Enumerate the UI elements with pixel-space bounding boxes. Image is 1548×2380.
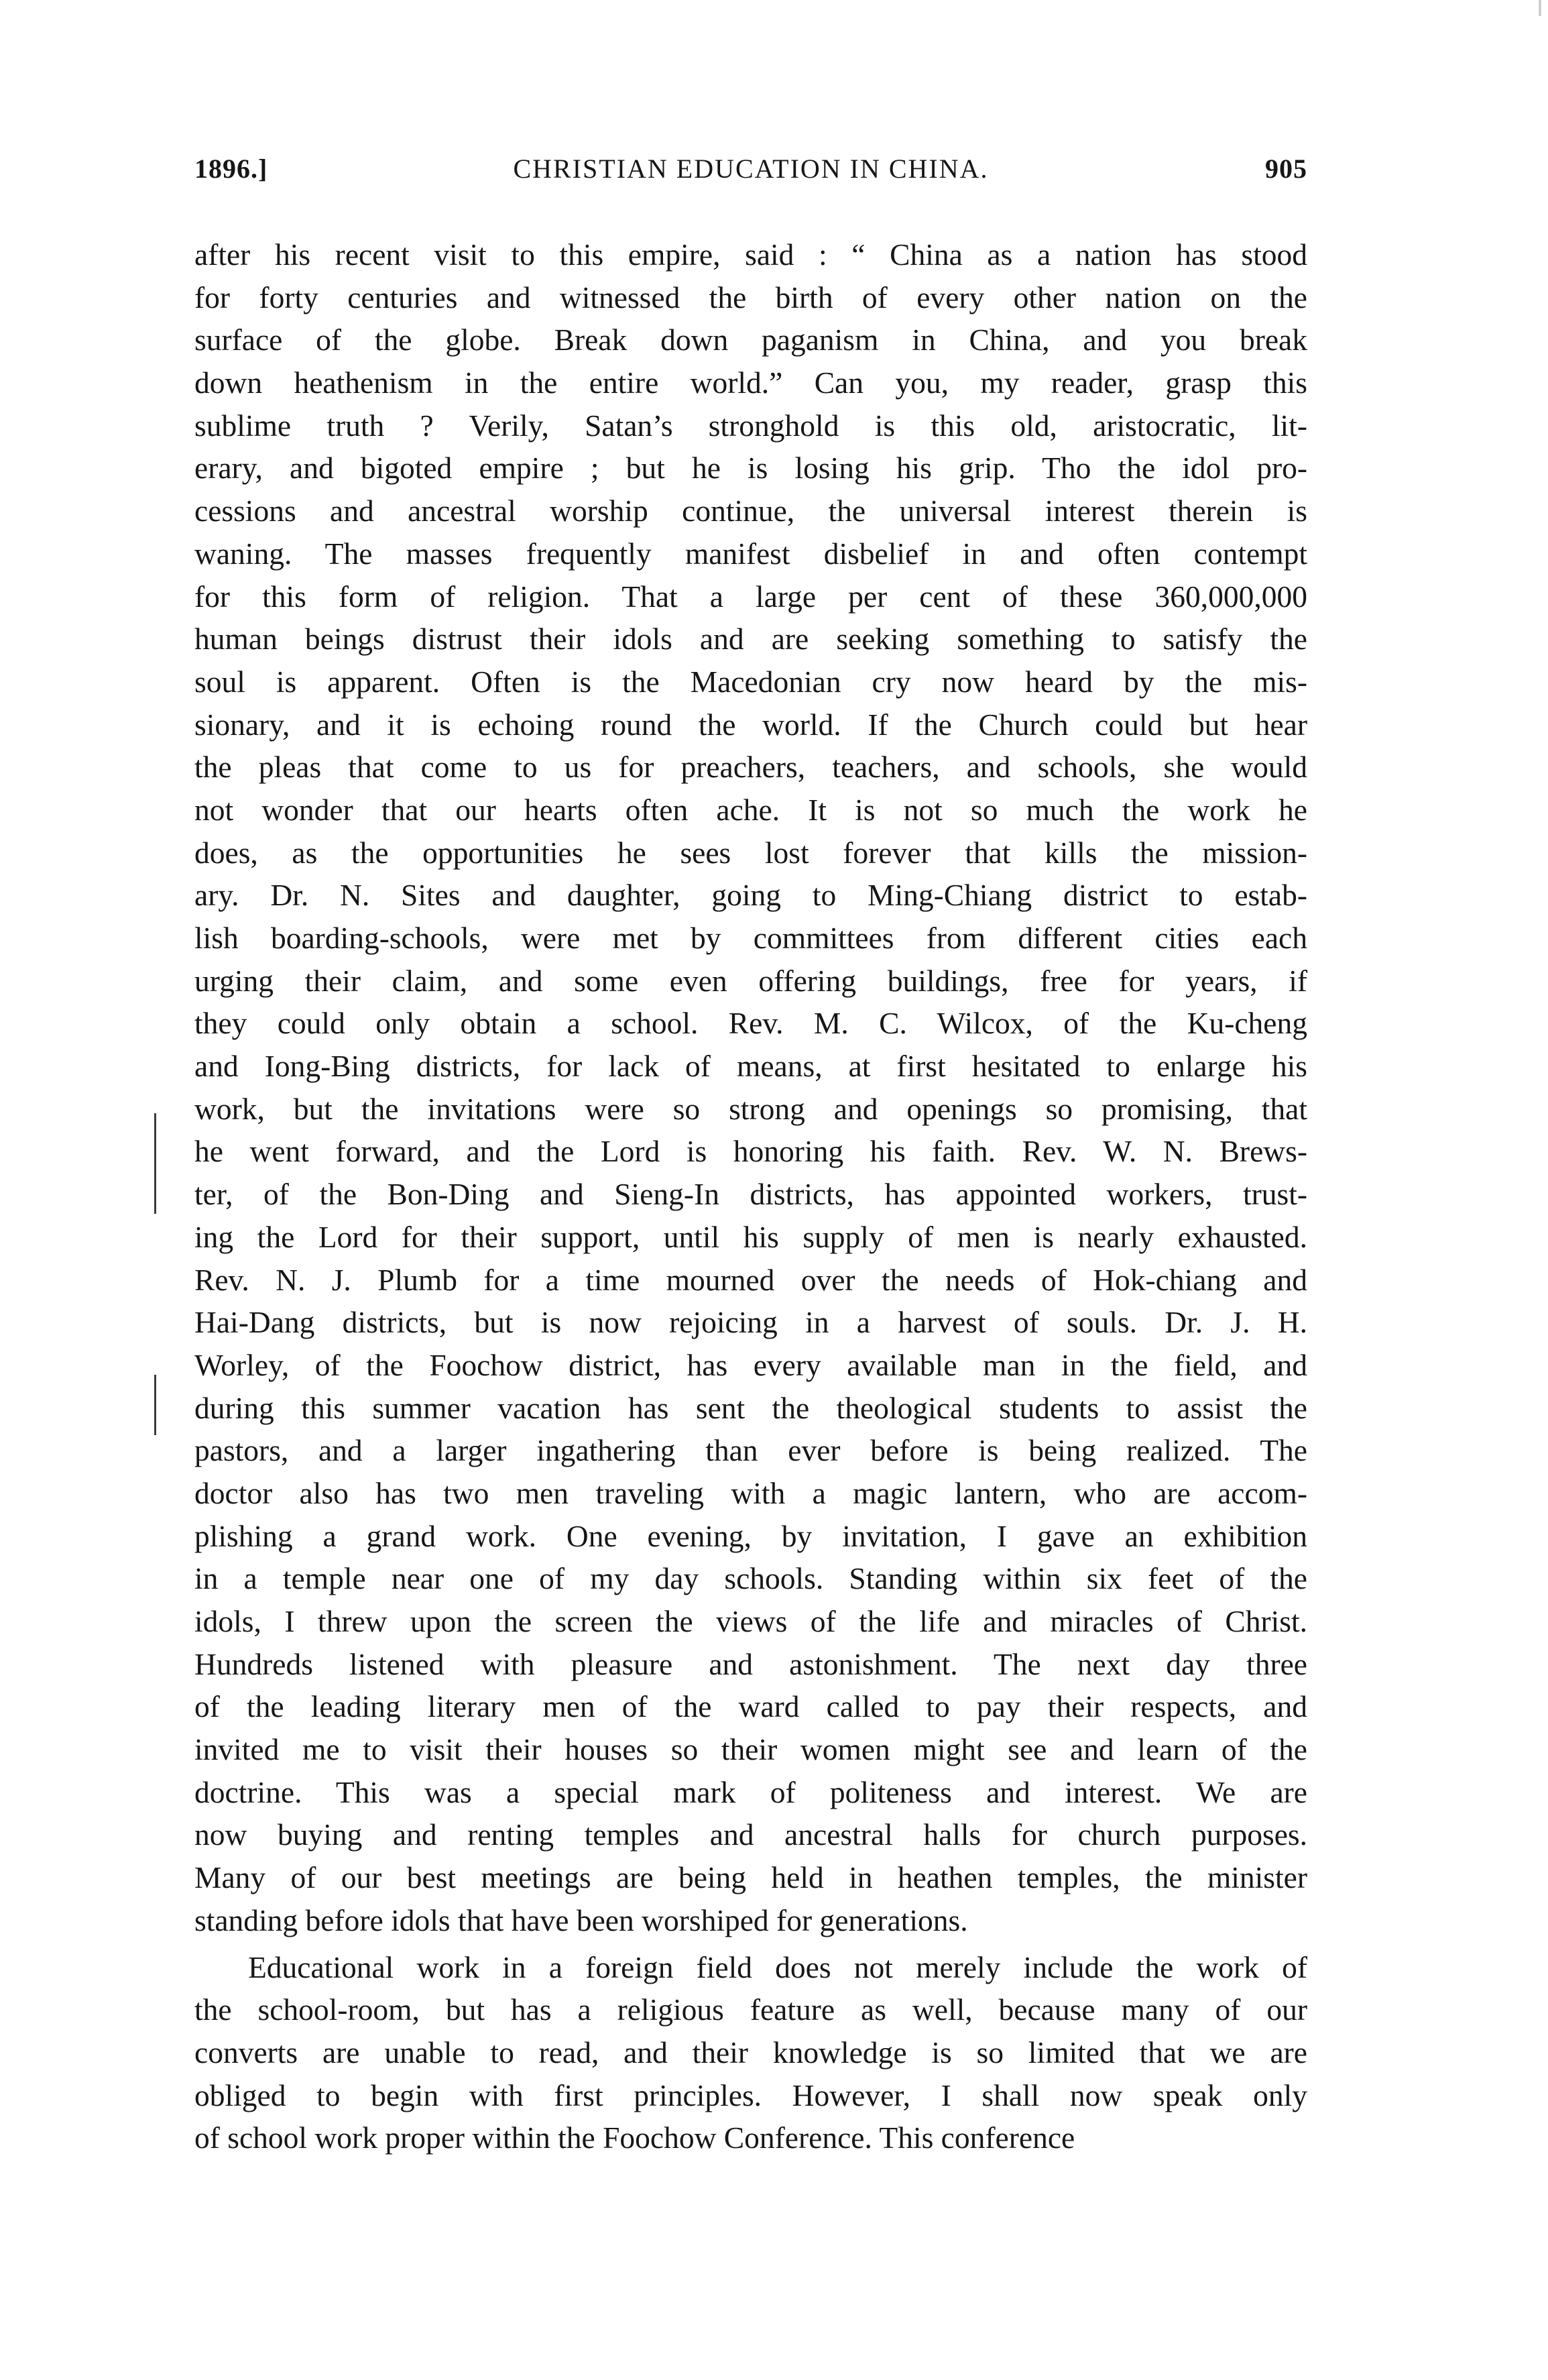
margin-scan-mark (154, 1375, 156, 1435)
text-line: sublime truth ? Verily, Satan’s stronghold is this old, aristocratic, lit- (194, 408, 1307, 443)
text-line: during this summer vacation has sent the theological students to assist the (194, 1390, 1307, 1425)
text-line: pastors, and a larger ingathering than ever before is being realized. The (194, 1433, 1307, 1468)
text-line: invited me to visit their houses so their women might see and learn of the (194, 1732, 1307, 1767)
text-line: not wonder that our hearts often ache. It is not so much the work he (194, 792, 1307, 827)
text-line: they could only obtain a school. Rev. M. C. Wilcox, of the Ku-cheng (194, 1006, 1307, 1041)
text-line: Rev. N. J. Plumb for a time mourned over the needs of Hok-chiang and (194, 1262, 1307, 1297)
paragraph (194, 1946, 1307, 2159)
text-line: down heathenism in the entire world.” Can you, my reader, grasp this (194, 365, 1307, 400)
text-line: of the leading literary men of the ward called to pay their respects, and (194, 1689, 1307, 1724)
text-line: work, but the invitations were so strong and openings so promising, that (194, 1091, 1307, 1126)
text-line: human beings distrust their idols and are seeking something to satisfy the (194, 622, 1307, 657)
margin-scan-mark (154, 1113, 156, 1214)
header-title: CHRISTIAN EDUCATION IN CHINA. (513, 154, 989, 184)
text-line: now buying and renting temples and ancestral halls for church purposes. (194, 1817, 1307, 1852)
text-line: ary. Dr. N. Sites and daughter, going to Ming-Chiang district to estab- (194, 878, 1307, 913)
text-line: of school work proper within the Foochow Conference. This conference (194, 2120, 1075, 2155)
text-line: does, as the opportunities he sees lost forever that kills the mission- (194, 835, 1307, 870)
text-line: and Iong-Bing districts, for lack of means, at first hesitated to enlarge his (194, 1049, 1307, 1084)
text-line: urging their claim, and some even offering buildings, free for years, if (194, 963, 1307, 998)
text-line: lish boarding-schools, were met by committees from different cities each (194, 921, 1307, 955)
text-line: Hai-Dang districts, but is now rejoicing in a harvest of souls. Dr. J. H. (194, 1305, 1307, 1340)
text-line: surface of the globe. Break down paganism in China, and you break (194, 323, 1307, 357)
text-line: after his recent visit to this empire, said : “ China as a nation has stood (194, 237, 1307, 272)
body-text (194, 233, 1307, 2159)
text-line: plishing a grand work. One evening, by invitation, I gave an exhibition (194, 1518, 1307, 1553)
page-number: 905 (1265, 154, 1307, 184)
text-line: converts are unable to read, and their knowledge is so limited that we are (194, 2035, 1307, 2070)
text-line: obliged to begin with first principles. However, I shall now speak only (194, 2078, 1307, 2112)
text-line: Hundreds listened with pleasure and astonishment. The next day three (194, 1646, 1307, 1681)
text-line: Many of our best meetings are being held in heathen temples, the minister (194, 1860, 1307, 1895)
text-line: cessions and ancestral worship continue, the universal interest therein is (194, 494, 1307, 528)
text-line: idols, I threw upon the screen the views of the life and miracles of Christ. (194, 1604, 1307, 1638)
text-line: Worley, of the Foochow district, has every available man in the field, and (194, 1347, 1307, 1382)
text-line: ing the Lord for their support, until his supply of men is nearly exhausted. (194, 1219, 1307, 1254)
text-line: he went forward, and the Lord is honoring his faith. Rev. W. N. Brews- (194, 1134, 1307, 1169)
text-line: Educational work in a foreign field does not merely include the work of (248, 1949, 1307, 1984)
text-line: for this form of religion. That a large per cent of these 360,000,000 (194, 579, 1307, 614)
text-line: sionary, and it is echoing round the world. If the Church could but hear (194, 707, 1307, 742)
text-line: standing before idols that have been worshiped for generations. (194, 1903, 968, 1937)
text-line: for forty centuries and witnessed the birth of every other nation on the (194, 280, 1307, 315)
text-line: ter, of the Bon-Ding and Sieng-In districts, has appointed workers, trust- (194, 1177, 1307, 1212)
scan-corner-mark (1539, 0, 1541, 16)
text-line: doctrine. This was a special mark of politeness and interest. We are (194, 1774, 1307, 1809)
text-line: waning. The masses frequently manifest disbelief in and often contempt (194, 536, 1307, 571)
text-line: the school-room, but has a religious feature as well, because many of our (194, 1992, 1307, 2027)
header-year: 1896.] (194, 154, 268, 184)
paragraph (194, 233, 1307, 1942)
text-line: doctor also has two men traveling with a magic lantern, who are accom- (194, 1475, 1307, 1510)
text-line: in a temple near one of my day schools. Standing within six feet of the (194, 1561, 1307, 1596)
running-head (194, 153, 1307, 193)
text-line: soul is apparent. Often is the Macedonian cry now heard by the mis- (194, 664, 1307, 699)
text-line: erary, and bigoted empire ; but he is losing his grip. Tho the idol pro- (194, 451, 1307, 486)
text-line: the pleas that come to us for preachers, teachers, and schools, she would (194, 750, 1307, 785)
